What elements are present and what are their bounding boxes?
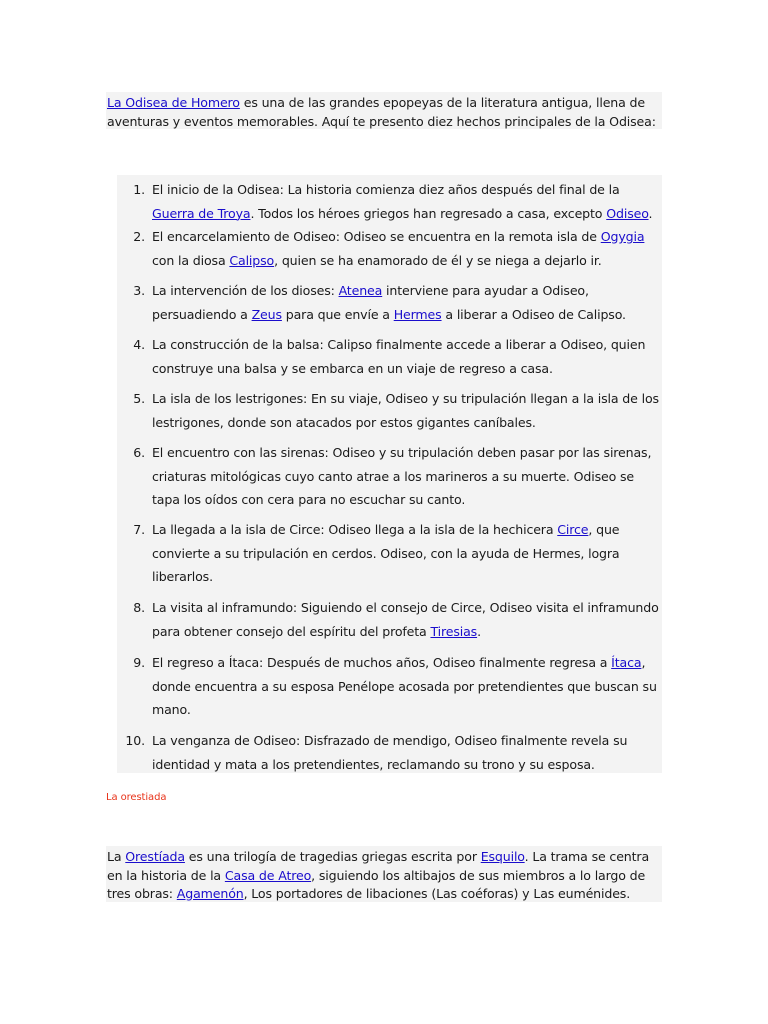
intro-text: es una de las grandes epopeyas de la literatura antigua, llena de aventuras y eventos memorables. Aquí te presento diez hechos principales de la Odisea: bbox=[107, 95, 656, 129]
events-list-box bbox=[117, 175, 662, 773]
list-item-text: . bbox=[477, 623, 481, 639]
list-item-text: con la diosa bbox=[152, 252, 230, 268]
list-item bbox=[133, 596, 660, 643]
list-item-text: para que envíe a bbox=[281, 306, 394, 322]
list-item bbox=[125, 729, 660, 776]
link-tiresias[interactable]: Tiresias bbox=[430, 623, 478, 639]
list-item bbox=[133, 651, 660, 722]
list-item-text: , que convierte a su tripulación en cerdos. Odiseo, con la ayuda de Hermes, logra liberarlos. bbox=[152, 522, 620, 585]
section-heading-orestiada: La orestiada bbox=[106, 792, 167, 803]
link-casa-de-atreo[interactable]: Casa de Atreo bbox=[224, 867, 312, 883]
list-item-text: , quien se ha enamorado de él y se niega a dejarlo ir. bbox=[274, 252, 602, 268]
list-item-text: a liberar a Odiseo de Calipso. bbox=[441, 306, 626, 322]
list-item-text: La visita al inframundo: Siguiendo el consejo de Circe, Odiseo visita el inframundo para obtener consejo del espíritu del profeta bbox=[152, 600, 659, 639]
link-agamenon[interactable]: Agamenón bbox=[176, 886, 244, 901]
list-number: 6. bbox=[133, 445, 145, 460]
list-item-text: La construcción de la balsa: Calipso finalmente accede a liberar a Odiseo, quien construye una balsa y se embarca en un viaje de regreso a casa. bbox=[152, 337, 646, 376]
list-number: 2. bbox=[133, 229, 145, 244]
list-item bbox=[133, 441, 660, 512]
list-item-text: . Todos los héroes griegos han regresado a casa, excepto bbox=[250, 205, 607, 221]
list-item bbox=[133, 518, 660, 589]
list-item-text: La venganza de Odiseo: Disfrazado de mendigo, Odiseo finalmente revela su identidad y mata a los pretendientes, reclamando su trono y su esposa. bbox=[152, 733, 628, 772]
list-item bbox=[133, 387, 660, 434]
list-number: 4. bbox=[133, 337, 145, 352]
list-number: 7. bbox=[133, 522, 145, 537]
list-item bbox=[133, 333, 660, 380]
list-number: 10. bbox=[125, 733, 145, 748]
list-number: 8. bbox=[133, 600, 145, 615]
link-odiseo[interactable]: Odiseo bbox=[606, 205, 649, 221]
list-item bbox=[133, 178, 660, 225]
list-number: 9. bbox=[133, 655, 145, 670]
link-zeus[interactable]: Zeus bbox=[251, 306, 282, 322]
intro-paragraph bbox=[106, 92, 662, 129]
list-item-text: , donde encuentra a su esposa Penélope acosada por pretendientes que buscan su mano. bbox=[152, 655, 657, 718]
link-orestiada[interactable]: Orestíada bbox=[125, 849, 185, 864]
link-ogygia[interactable]: Ogygia bbox=[600, 229, 645, 244]
link-guerra-de-troya[interactable]: Guerra de Troya bbox=[152, 205, 251, 221]
list-number: 3. bbox=[133, 283, 145, 298]
list-item bbox=[133, 225, 660, 272]
list-item-text: . bbox=[648, 205, 653, 221]
list-item-text: El encarcelamiento de Odiseo: Odiseo se encuentra en la remota isla de bbox=[152, 229, 601, 244]
list-item-text: El inicio de la Odisea: La historia comienza diez años después del final de la bbox=[152, 182, 620, 197]
list-item-text: La isla de los lestrigones: En su viaje, Odiseo y su tripulación llegan a la isla de los lestrigones, donde son atacados por estos gigantes caníbales. bbox=[152, 391, 659, 430]
link-itaca[interactable]: Ítaca bbox=[611, 655, 642, 670]
link-hermes[interactable]: Hermes bbox=[393, 306, 442, 322]
list-item-text: El regreso a Ítaca: Después de muchos años, Odiseo finalmente regresa a bbox=[152, 655, 612, 670]
link-odisea-homero[interactable]: La Odisea de Homero bbox=[107, 95, 240, 110]
paragraph-text: . La trama se centra en la historia de la bbox=[107, 849, 650, 883]
list-item-text: La llegada a la isla de Circe: Odiseo llega a la isla de la hechicera bbox=[152, 522, 558, 537]
link-circe[interactable]: Circe bbox=[557, 522, 589, 537]
list-item bbox=[133, 279, 660, 326]
list-item-text: interviene para ayudar a Odiseo, persuadiendo a bbox=[152, 283, 589, 322]
list-number: 1. bbox=[133, 182, 145, 197]
paragraph-text: , Los portadores de libaciones (Las coéforas) y Las euménides. bbox=[243, 886, 631, 901]
orestiada-paragraph bbox=[106, 846, 662, 902]
paragraph-text: La bbox=[107, 849, 126, 864]
link-esquilo[interactable]: Esquilo bbox=[480, 849, 525, 864]
link-atenea[interactable]: Atenea bbox=[338, 283, 383, 298]
list-item-text: La intervención de los dioses: bbox=[152, 283, 339, 298]
link-calipso[interactable]: Calipso bbox=[229, 252, 275, 268]
paragraph-text: , siguiendo los altibajos de sus miembros a lo largo de tres obras: bbox=[107, 867, 646, 901]
paragraph-text: es una trilogía de tragedias griegas escrita por bbox=[184, 849, 481, 864]
list-item-text: El encuentro con las sirenas: Odiseo y su tripulación deben pasar por las sirenas, criaturas mitológicas cuyo canto atrae a los marineros a su muerte. Odiseo se tapa los oídos con cera para no escuchar su canto. bbox=[152, 445, 652, 508]
list-number: 5. bbox=[133, 391, 145, 406]
